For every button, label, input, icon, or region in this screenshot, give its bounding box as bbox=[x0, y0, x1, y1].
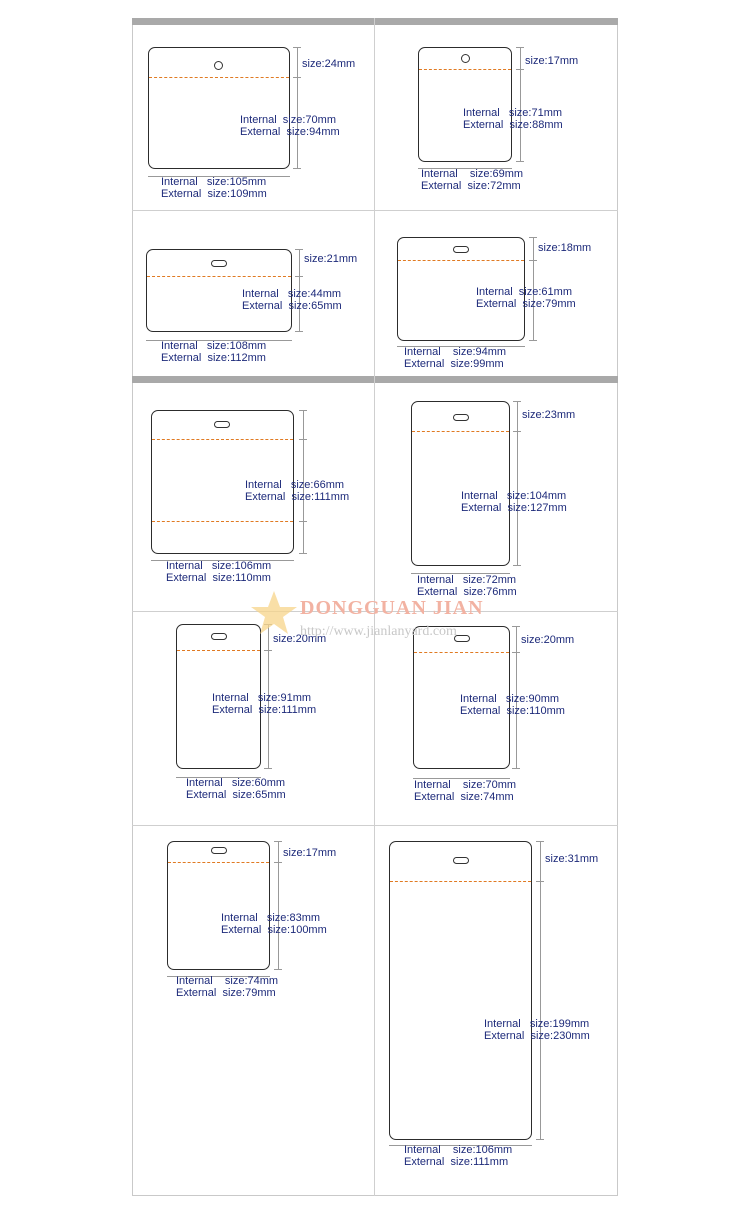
tick bbox=[513, 401, 521, 402]
slot-hole-icon bbox=[453, 857, 469, 864]
window-top-line bbox=[177, 650, 260, 651]
top-size-label: size:21mm bbox=[304, 253, 358, 265]
external-width-label: External size:112mm bbox=[161, 352, 266, 364]
top-size-label: size:20mm bbox=[273, 633, 327, 645]
internal-width-label: Internal size:108mm bbox=[161, 340, 267, 352]
internal-height-label: Internal size:199mm bbox=[484, 1018, 590, 1030]
punch-hole-icon bbox=[214, 61, 223, 70]
top-size-label: size:18mm bbox=[538, 242, 592, 254]
top-size-label: size:23mm bbox=[522, 409, 576, 421]
tick bbox=[299, 439, 307, 440]
internal-height-label: Internal size:90mm bbox=[460, 693, 560, 705]
tick bbox=[293, 47, 301, 48]
tick bbox=[299, 553, 307, 554]
tick bbox=[512, 768, 520, 769]
tick bbox=[536, 841, 544, 842]
slot-hole-icon bbox=[214, 421, 230, 428]
internal-height-label: Internal size:83mm bbox=[221, 912, 321, 924]
internal-width-label: Internal size:70mm bbox=[414, 779, 517, 791]
tick bbox=[516, 161, 524, 162]
external-height-label: External size:127mm bbox=[461, 502, 567, 514]
external-height-label: External size:79mm bbox=[476, 298, 576, 310]
slot-hole-icon bbox=[453, 246, 469, 253]
top-size-label: size:31mm bbox=[545, 853, 599, 865]
window-top-line bbox=[398, 260, 524, 261]
tick bbox=[274, 841, 282, 842]
badge-outline bbox=[418, 47, 512, 162]
internal-width-label: Internal size:106mm bbox=[166, 560, 272, 572]
badge-outline bbox=[167, 841, 270, 970]
internal-width-label: Internal size:60mm bbox=[186, 777, 286, 789]
external-width-label: External size:72mm bbox=[421, 180, 521, 192]
top-size-label: size:17mm bbox=[283, 847, 337, 859]
row-divider bbox=[132, 825, 618, 826]
tick bbox=[264, 650, 272, 651]
slot-hole-icon bbox=[211, 260, 227, 267]
internal-height-label: Internal size:91mm bbox=[212, 692, 312, 704]
window-top-line bbox=[168, 862, 269, 863]
top-size-label: size:24mm bbox=[302, 58, 356, 70]
slot-hole-icon bbox=[211, 847, 227, 854]
tick bbox=[295, 331, 303, 332]
external-width-label: External size:79mm bbox=[176, 987, 276, 999]
tick bbox=[299, 410, 307, 411]
external-width-label: External size:76mm bbox=[417, 586, 517, 598]
external-width-label: External size:111mm bbox=[404, 1156, 509, 1168]
internal-width-label: Internal size:106mm bbox=[404, 1144, 513, 1156]
tick bbox=[529, 340, 537, 341]
window-top-line bbox=[412, 431, 509, 432]
external-width-label: External size:110mm bbox=[166, 572, 271, 584]
tick bbox=[513, 431, 521, 432]
tick bbox=[516, 47, 524, 48]
external-width-label: External size:74mm bbox=[414, 791, 514, 803]
tick bbox=[536, 1139, 544, 1140]
window-top-line bbox=[147, 276, 291, 277]
slot-hole-icon bbox=[453, 414, 469, 421]
tick bbox=[274, 969, 282, 970]
window-top-line bbox=[390, 881, 531, 882]
internal-height-label: Internal size:61mm bbox=[476, 286, 572, 298]
tick bbox=[293, 168, 301, 169]
tick bbox=[295, 249, 303, 250]
external-height-label: External size:65mm bbox=[242, 300, 342, 312]
height-dimension bbox=[297, 47, 298, 169]
top-size-label: size:17mm bbox=[525, 55, 579, 67]
star-logo-icon bbox=[249, 589, 299, 637]
internal-height-label: Internal size:66mm bbox=[245, 479, 345, 491]
internal-height-label: Internal size:104mm bbox=[461, 490, 567, 502]
tick bbox=[293, 77, 301, 78]
height-dimension bbox=[540, 841, 541, 1140]
external-height-label: External size:230mm bbox=[484, 1030, 590, 1042]
internal-width-label: Internal size:69mm bbox=[421, 168, 524, 180]
external-width-label: External size:65mm bbox=[186, 789, 286, 801]
internal-width-label: Internal size:105mm bbox=[161, 176, 267, 188]
tick bbox=[513, 565, 521, 566]
internal-width-label: Internal size:94mm bbox=[404, 346, 507, 358]
external-height-label: External size:111mm bbox=[245, 491, 350, 503]
internal-height-label: Internal size:70mm bbox=[240, 114, 336, 126]
tick bbox=[264, 768, 272, 769]
slot-hole-icon bbox=[211, 633, 227, 640]
tick bbox=[536, 881, 544, 882]
tick bbox=[516, 69, 524, 70]
internal-height-label: Internal size:71mm bbox=[463, 107, 563, 119]
external-height-label: External size:88mm bbox=[463, 119, 563, 131]
height-dimension bbox=[278, 841, 279, 970]
tick bbox=[512, 626, 520, 627]
tick bbox=[529, 260, 537, 261]
window-top-line bbox=[419, 69, 511, 70]
tick bbox=[274, 862, 282, 863]
external-height-label: External size:110mm bbox=[460, 705, 565, 717]
section-band-middle bbox=[132, 376, 618, 383]
external-height-label: External size:100mm bbox=[221, 924, 327, 936]
watermark-company: DONGGUAN JIAN bbox=[300, 597, 484, 619]
external-height-label: External size:94mm bbox=[240, 126, 340, 138]
external-width-label: External size:109mm bbox=[161, 188, 267, 200]
tick bbox=[295, 276, 303, 277]
external-height-label: External size:111mm bbox=[212, 704, 317, 716]
top-size-label: size:20mm bbox=[521, 634, 575, 646]
tick bbox=[529, 237, 537, 238]
height-dimension bbox=[517, 401, 518, 566]
internal-width-label: Internal size:72mm bbox=[417, 574, 517, 586]
badge-outline bbox=[389, 841, 532, 1140]
badge-outline bbox=[411, 401, 510, 566]
tick bbox=[512, 652, 520, 653]
internal-height-label: Internal size:44mm bbox=[242, 288, 342, 300]
window-top-line bbox=[149, 77, 289, 78]
tick bbox=[299, 521, 307, 522]
height-dimension bbox=[520, 47, 521, 162]
external-width-label: External size:99mm bbox=[404, 358, 504, 370]
punch-hole-icon bbox=[461, 54, 470, 63]
window-top-line bbox=[152, 439, 293, 440]
watermark-url: http://www.jianlanyard.com bbox=[300, 624, 457, 639]
internal-width-label: Internal size:74mm bbox=[176, 975, 279, 987]
section-band-top bbox=[132, 18, 618, 25]
window-bottom-line bbox=[152, 521, 293, 522]
row-divider bbox=[132, 210, 618, 211]
window-top-line bbox=[414, 652, 509, 653]
